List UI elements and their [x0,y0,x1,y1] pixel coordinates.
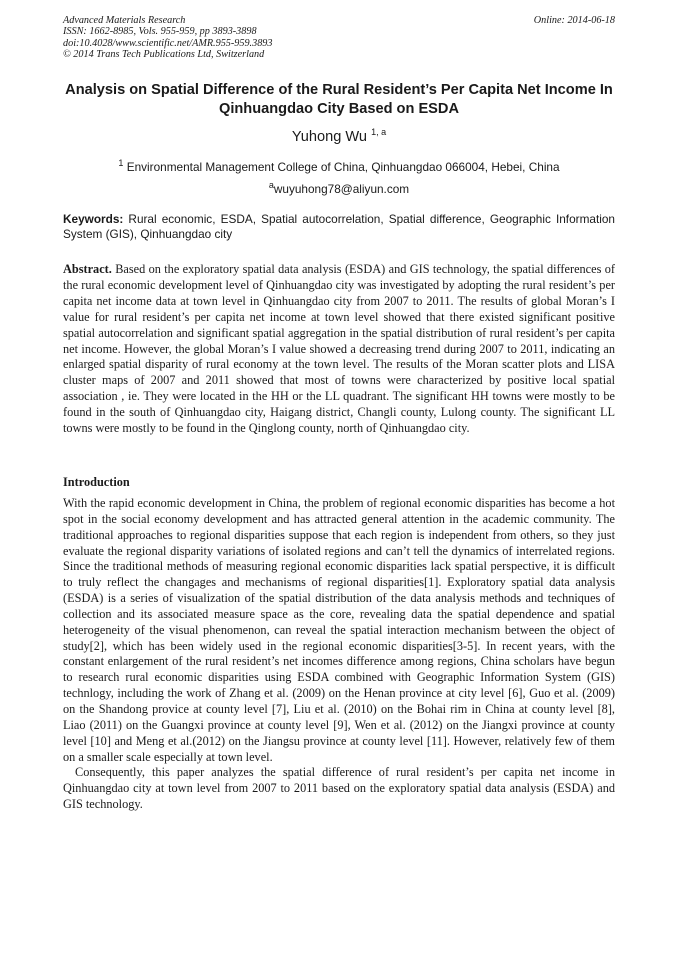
author-name: Yuhong Wu [291,128,368,145]
copyright-line: © 2014 Trans Tech Publications Ltd, Switzerland [63,49,265,61]
keywords-label: Keywords: [63,212,124,226]
abstract-block [63,262,615,437]
paper-title: Analysis on Spatial Difference of the Rural Resident’s Per Capita Net Income In Qinhuangdao City Based on ESDA [65,82,613,117]
affiliation-superscript: 1 [118,158,124,168]
author-superscript: 1, a [371,127,387,137]
email-superscript: a [268,180,274,190]
abstract-text: Based on the exploratory spatial data analysis (ESDA) and GIS technology, the spatial differences of the rural economic development level of Qinhuangdao city was investigated by adopting the rural resident’s per capita net income data at town level in Qinhuangdao city from 2007 to 2011. The results of global Moran’s I value for rural resident’s per capita net income at town level showed that there existed significant positive spatial autocorrelation and significant spatial aggregation in the spatial distribution of rural resident’s per capita net income. However, the global Moran’s I value showed a decreasing trend during 2007 to 2011, indicating an enlarged spatial disparity of rural economy at the town level. The results of the Moran scatter plots and LISA cluster maps of 2007 and 2011 showed that most of towns were characterized by positive local spatial association , ie. They were located in the HH or the LL quadrant. The significant HH towns were mostly to be found in the south of Qinhuangdao city, Haigang district, Changli county, Lulong county. The significant LL towns were mostly to be found in the Qinglong county, north of Qinhuangdao city. [63,262,615,436]
doi-line: doi:10.4028/www.scientific.net/AMR.955-959.3893 [63,37,273,49]
introduction-paragraph-2: Consequently, this paper analyzes the spatial difference of rural resident’s per capita net income in Qinhuangdao city at town level from 2007 to 2011 based on the exploratory spatial data analysis (ESDA) and GIS technology. [63,765,615,812]
introduction-body [63,496,615,813]
email-line [63,178,615,196]
introduction-heading: Introduction [63,475,130,489]
online-date: Online: 2014-06-18 [533,15,615,26]
introduction-paragraph-1: With the rapid economic development in China, the problem of regional economic disparities has become a hot spot in the social economy development and has attracted general attention in the academic community. The traditional approaches to regional disparities suppose that each region is independent from others, so they just evaluate the regional disparity variations of isolated regions and can’t tell the dynamics of interrelated regions. Since the traditional methods of measuring regional economic disparities lack spatial perspective, it is difficult to truly reflect the changages and mechanisms of regional disparities[1]. Exploratory spatial data analysis (ESDA) is a series of visualization of the spatial distribution of the data analysis methods and techniques of collection and its associated measure space as the core, revealing data the spatial dependence and spatial heterogeneity of the visual phenomenon, can reveal the spatial interaction mechanism between the object of study[2], which has been widely used in the regional economic disparities[3-5]. In recent years, with the constant enlargement of the rural resident’s net incomes difference among regions, China scholars have begun to research rural economic disparities using ESDA combined with Geographic Information System (GIS) technlogy, including the work of Zhang et al. (2009) on the Henan province at city level [6], Guo et al. (2009) on the Shandong provice at county level [7], Liu et al. (2010) on the Bohai rim in China at county level [8], Liao (2011) on the Guangxi province at county level [9], Wen et al. (2012) on the Jiangxi province at county level [10] and Meng et al.(2012) on the Jiangsu province at county level [11]. However, relatively few of them on a smaller scale especially at town level. [63,496,615,764]
keywords-text: Rural economic, ESDA, Spatial autocorrelation, Spatial difference, Geographic Information System (GIS), Qinhuangdao city [63,212,615,241]
journal-name: Advanced Materials Research [63,15,186,26]
journal-header [63,15,615,61]
author-line [63,123,615,146]
keywords-block [63,212,615,241]
abstract-label: Abstract. [63,262,112,276]
issn-line: ISSN: 1662-8985, Vols. 955-959, pp 3893-3898 [63,26,257,38]
email-address[interactable]: wuyuhong78@aliyun.com [273,181,410,196]
affiliation-line [63,156,615,174]
affiliation-text: Environmental Management College of China, Qinhuangdao 066004, Hebei, China [126,159,560,174]
